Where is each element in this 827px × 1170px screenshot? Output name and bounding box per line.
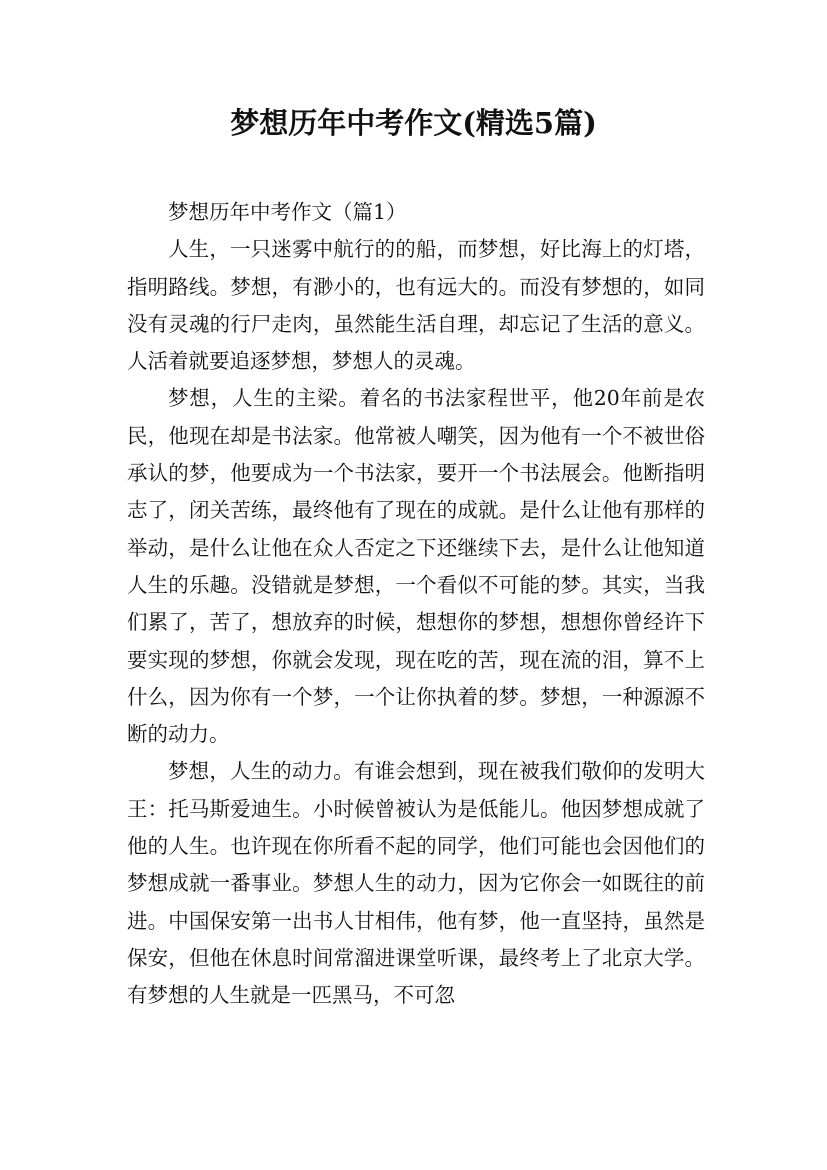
paragraph: 梦想，人生的动力。有谁会想到，现在被我们敬仰的发明大王：托马斯爱迪生。小时候曾被认为是低能儿。他因梦想成就了他的人生。也许现在你所看不起的同学，他们可能也会因他们的梦想成就一番事业。梦想人生的动力，因为它你会一如既往的前进。中国保安第一出书人甘相伟，他有梦，他一直坚持，虽然是保安，但他在休息时间常溜进课堂听课，最终考上了北京大学。有梦想的人生就是一匹黑马，不可忽 — [127, 759, 705, 1008]
section-heading: 梦想历年中考作文（篇1） — [168, 200, 407, 224]
paragraph: 人生，一只迷雾中航行的的船，而梦想，好比海上的灯塔，指明路线。梦想，有渺小的，也有远大的。而没有梦想的，如同没有灵魂的行尸走肉，虽然能生活自理，却忘记了生活的意义。人活着就要追逐梦想，梦想人的灵魂。 — [127, 237, 705, 374]
paragraph: 梦想，人生的主梁。着名的书法家程世平，他20年前是农民，他现在却是书法家。他常被人嘲笑，因为他有一个不被世俗承认的梦，他要成为一个书法家，要开一个书法展会。他断指明志了，闭关苦练，最终他有了现在的成就。是什么让他有那样的举动，是什么让他在众人否定之下还继续下去，是什么让他知道人生的乐趣。没错就是梦想，一个看似不可能的梦。其实，当我们累了，苦了，想放弃的时候，想想你的梦想，想想你曾经许下要实现的梦想，你就会发现，现在吃的苦，现在流的泪，算不上什么，因为你有一个梦，一个让你执着的梦。梦想，一种源源不断的动力。 — [127, 386, 705, 747]
document-body — [127, 194, 705, 1015]
document-title: 梦想历年中考作文(精选5篇) — [230, 106, 597, 140]
